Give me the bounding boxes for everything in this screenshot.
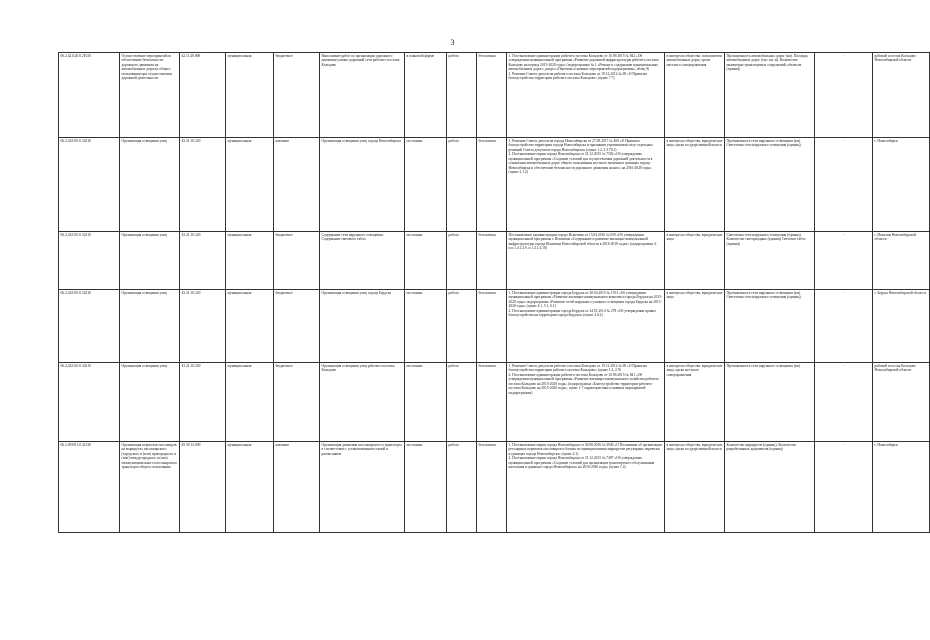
kind-cell: работа [447, 363, 477, 442]
work-content-cell: Организация освещения улиц рабочего поселка Кольцово [320, 363, 405, 442]
registry-code-cell: 06.2.432110.0.34210 [59, 138, 120, 232]
payment-cell: бесплатная [477, 442, 507, 533]
okved-code-cell: 43.21.10.220 [180, 290, 226, 363]
okved-code-cell: 43.21.10.220 [180, 232, 226, 290]
extra-cell: - [815, 442, 873, 533]
institution-type-cell: бюджетное [274, 290, 320, 363]
level-cell: муниципальная [226, 232, 274, 290]
table-row [59, 138, 930, 232]
payment-cell: бесплатная [477, 138, 507, 232]
registry-table-body [59, 53, 930, 533]
consumers-cell: в интересах общества, юридические лица [665, 232, 725, 290]
kind-cell: работа [447, 53, 477, 138]
okved-code-cell: 49.39.12.000 [180, 442, 226, 533]
work-content-cell: Организация движения пассажирского и транспорта в соответствии с установленными схемой и расписанием [320, 442, 405, 533]
work-content-cell: Организация освещения улиц города Новосибирска [320, 138, 405, 232]
legal-acts-cell: 1. Постановление мэрии города Новосибирска от 30.08.2016 № 3940 «О Положении об организации регулярных перевозок пассажиров и багажа по муниципальным маршрутам регулярных перевозок в границах города Новосибирска» (пункт 2.1) 2. Постановление мэрии города Новосибирска от 31.12.2015 № 7497 «Об утверждении муниципальной программы «Создание условий для организации транспортного обслуживания населения в границах города Новосибирска» на 2016-2020 годы» (пункт 1.4) [507, 442, 665, 533]
work-content-cell: Выполнение работ по организации дорожного движения уличко-дорожной сети рабочего поселка Кольцово [320, 53, 405, 138]
legal-acts-cell: Постановление администрации города Искитима от 15.04.2016 № 650 «Об утверждении муниципальной программы г. Искитима «Содержание и развитие жилищно-коммунальной инфраструктуры города Искитима Новосибирской области в 2016-2018 годах» (подпрограмма 4, п.п.1.4.1.4.9, п.1.4.1.4.10) [507, 232, 665, 290]
work-name-cell: Организация освещения улиц [120, 363, 180, 442]
place-cell: г. Новосибирск [873, 442, 930, 533]
institution-type-cell: бюджетное [274, 53, 320, 138]
indicators-cell: Протяженность сети наружного освещения (км). Светоточка сети наружного освещения (единиц) [725, 290, 815, 363]
place-cell: г. Искитим Новосибирской области [873, 232, 930, 290]
registry-table [58, 52, 930, 533]
place-cell: г. Новосибирск [873, 138, 930, 232]
work-name-cell: Организация освещения улиц [120, 232, 180, 290]
extra-cell: - [815, 53, 873, 138]
form-cell: постоянно [405, 290, 447, 363]
registry-code-cell: 06.2.421120.0.2F210 [59, 53, 120, 138]
level-cell: муниципальная [226, 290, 274, 363]
extra-cell: - [815, 138, 873, 232]
form-cell: постоянно [405, 232, 447, 290]
kind-cell: работа [447, 290, 477, 363]
level-cell: муниципальная [226, 53, 274, 138]
page-number: 3 [450, 38, 455, 47]
legal-acts-cell: 1. Решение Совета депутатов рабочего поселка Кольцово от 19.12.2012 № 69 «О Правилах благоустройства территории рабочего поселка Кольцово» (пункт 1.2, 2.9) 2. Постановление администрации рабочего поселка Кольцово от 10.09.2015 № 841 «Об утверждении муниципальной программы «Развитие жилищно-коммунального хозяйства рабочего поселка Кольцово на 2015-2020 годы» (подпрограмма «Благоустройство территории рабочего поселка Кольцово на 2015-2020 годы», пункт 1-7 характеристики основных мероприятий подпрограммы) [507, 363, 665, 442]
institution-type-cell: казенное [274, 138, 320, 232]
work-name-cell: Организация освещения улиц [120, 138, 180, 232]
registry-code-cell: 06.2.432110.0.32210 [59, 290, 120, 363]
table-row [59, 232, 930, 290]
registry-code-cell: 06.2.432110.0.34210 [59, 363, 120, 442]
place-cell: рабочий поселок Кольцово Новосибирской области [873, 53, 930, 138]
kind-cell: работа [447, 442, 477, 533]
institution-type-cell: бюджетное [274, 363, 320, 442]
okved-code-cell: 43.21.10.220 [180, 363, 226, 442]
registry-code-cell: 06.2.432110.0.32210 [59, 232, 120, 290]
place-cell: рабочий поселок Кольцово Новосибирской области [873, 363, 930, 442]
indicators-cell: Протяженность автомобильных дорог (км). Площадь автомобильных дорог (тыс. кв. м). Количество инженерно-транспортных сооружений, объектов (единиц) [725, 53, 815, 138]
level-cell: муниципальная [226, 138, 274, 232]
work-name-cell: Организация перевозок пассажиров на маршрутах пассажирского (городского и (или) пригородного и (или) междугородного и (или) межмуниципального пассажирского транспорта общего пользования [120, 442, 180, 533]
consumers-cell: в интересах общества, пользователи автомобильных дорог, орган местного самоуправления [665, 53, 725, 138]
work-name-cell: Осуществление мероприятий по обеспечению безопасности дорожного движения на автомобильных дорогах общего пользования при осуществлении дорожной деятельности [120, 53, 180, 138]
extra-cell: - [815, 290, 873, 363]
legal-acts-cell: 1. Решение Совета депутатов города Новосибирска от 27.09.2017 № 469 «О Правилах благоустройства территории города Новосибирска и признании утратившими силу отдельных решений Совета депутатов города Новосибирска» (пункт 1.2, 2.3.70.2) 2. Постановление мэрии города Новосибирска от 31.12.2015 № 7502 «Об утверждении муниципальной программы «Создание условий для осуществления дорожной деятельности в отношении автомобильных дорог общего пользования местного значения в границах города Новосибирска и обеспечение безопасности дорожного движения на них» на 2016-2020 годы» (пункт 2.1.2) [507, 138, 665, 232]
consumers-cell: в интересах общества, юридические лица, орган государственной власти [665, 138, 725, 232]
place-cell: г. Бердск Новосибирской области [873, 290, 930, 363]
indicators-cell: Количество маршрутов (единиц). Количество разработанных документов (единиц) [725, 442, 815, 533]
institution-type-cell: казенное [274, 442, 320, 533]
consumers-cell: в интересах общества, юридические лица, орган местного самоуправления [665, 363, 725, 442]
payment-cell: бесплатная [477, 232, 507, 290]
okved-code-cell: 43.21.10.220 [180, 138, 226, 232]
institution-type-cell: бюджетное [274, 232, 320, 290]
form-cell: постоянно [405, 138, 447, 232]
okved-code-cell: 42.11.20.000 [180, 53, 226, 138]
indicators-cell: Протяженность сети наружного освещения (км). Светоточка сети наружного освещения (единиц) [725, 138, 815, 232]
table-row [59, 290, 930, 363]
form-cell: постоянно [405, 442, 447, 533]
legal-acts-cell: 1. Постановление администрации города Бердска от 28.04.2015 № 1553 «Об утверждении муниципальной программы «Развитие жилищно-коммунального комплекса города Бердска на 2015-2020 годы» подпрограмма «Развитие сетей наружного уличного освещения города Бердска на 2015-2020 годы» (пункт 4.1, 5.1, 6.1) 2. Постановление администрации города Бердска от 24.01.2014 № 278 «Об утверждении правил благоустройства на территории города Бердска» (пункт 2.6.2) [507, 290, 665, 363]
level-cell: муниципальная [226, 363, 274, 442]
table-row [59, 53, 930, 138]
kind-cell: работа [447, 138, 477, 232]
payment-cell: бесплатная [477, 290, 507, 363]
work-content-cell: Организация освещения улиц города Бердска [320, 290, 405, 363]
work-name-cell: Организация освещения улиц [120, 290, 180, 363]
indicators-cell: Светоточка сети наружного освещения (единиц). Количество светодиодных (единиц) Световое табло (единиц) [725, 232, 815, 290]
registry-code-cell: 06.2.493913.0.41230 [59, 442, 120, 533]
kind-cell: работа [447, 232, 477, 290]
consumers-cell: в интересах общества, юридические лица [665, 290, 725, 363]
payment-cell: бесплатная [477, 53, 507, 138]
indicators-cell: Протяженность сети наружного освещения (км) [725, 363, 815, 442]
form-cell: в плановой форме [405, 53, 447, 138]
form-cell: постоянно [405, 363, 447, 442]
level-cell: муниципальная [226, 442, 274, 533]
extra-cell: - [815, 232, 873, 290]
payment-cell: бесплатная [477, 363, 507, 442]
work-content-cell: Содержание сети наружного освещения. Содержание светового табло [320, 232, 405, 290]
table-row [59, 442, 930, 533]
extra-cell: - [815, 363, 873, 442]
legal-acts-cell: 1. Постановление администрации рабочего поселка Кольцово от 10.09.2015 № 842 «Об утверждении муниципальной программы «Развитие дорожной инфраструктуры рабочего поселка Кольцово на период 2015-2020 годы» (подпрограмма № 1 «Ремонт и содержание муниципальных автомобильных дорог», раздел «Перечень основных мероприятий подпрограммы», абзац 9) 2. Решение Совета депутатов рабочего поселка Кольцово от 19.12.2012 № 69 «О Правилах благоустройства территории рабочего поселка Кольцово» (пункт 7.7) [507, 53, 665, 138]
table-row [59, 363, 930, 442]
consumers-cell: в интересах общества, юридические лица, орган государственной власти [665, 442, 725, 533]
